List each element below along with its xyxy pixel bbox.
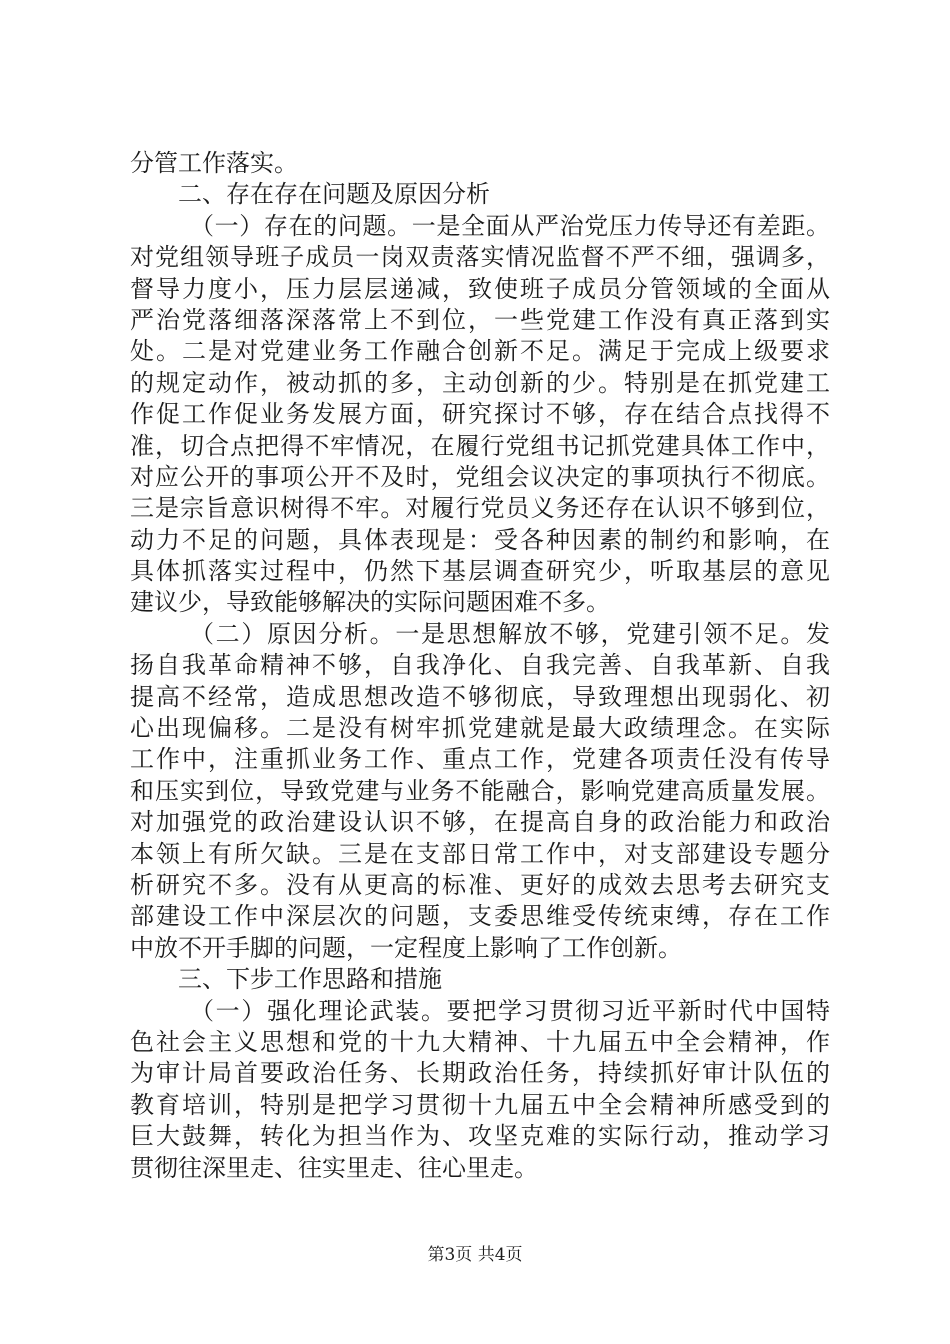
paragraph-line: 部建设工作中深层次的问题，支委思维受传统束缚，存在工作 [130, 902, 830, 931]
paragraph-line: 色社会主义思想和党的十九大精神、十九届五中全会精神，作 [130, 1027, 830, 1056]
paragraph-line: 动力不足的问题，具体表现是：受各种因素的制约和影响，在 [130, 525, 830, 554]
paragraph-line-heading: （一）强化理论武装。要把学习贯彻习近平新时代中国特 [190, 996, 830, 1025]
paragraph-line: 和压实到位，导致党建与业务不能融合，影响党建高质量发展。 [130, 776, 830, 805]
paragraph-line: 为审计局首要政治任务、长期政治任务，持续抓好审计队伍的 [130, 1059, 830, 1088]
paragraph-line: 对加强党的政治建设认识不够，在提高自身的政治能力和政治 [130, 808, 830, 837]
paragraph-line: 中放不开手脚的问题，一定程度上影响了工作创新。 [130, 933, 682, 962]
paragraph-line: 严治党落细落深落常上不到位，一些党建工作没有真正落到实 [130, 305, 830, 334]
page-number-footer: 第3页 共4页 [427, 1245, 523, 1265]
paragraph-line-heading: （二）原因分析。一是思想解放不够，党建引领不足。发 [190, 619, 830, 648]
paragraph-line: 三是宗旨意识树得不牢。对履行党员义务还存在认识不够到位， [130, 494, 830, 523]
paragraph-line: 的规定动作，被动抓的多，主动创新的少。特别是在抓党建工 [130, 368, 830, 397]
paragraph-line: 提高不经常，造成思想改造不够彻底，导致理想出现弱化、初 [130, 682, 830, 711]
paragraph-line: 心出现偏移。二是没有树牢抓党建就是最大政绩理念。在实际 [130, 714, 830, 743]
paragraph-line: 对党组领导班子成员一岗双责落实情况监督不严不细，强调多， [130, 243, 830, 272]
paragraph-line-heading: 三、下步工作思路和措施 [178, 965, 442, 994]
paragraph-line: 分管工作落实。 [130, 149, 298, 177]
paragraph-line: 督导力度小，压力层层递减，致使班子成员分管领域的全面从 [130, 274, 830, 303]
paragraph-line: 作促工作促业务发展方面，研究探讨不够，存在结合点找得不 [130, 400, 830, 429]
paragraph-line: 析研究不多。没有从更高的标准、更好的成效去思考去研究支 [130, 870, 830, 899]
paragraph-line: 工作中，注重抓业务工作、重点工作，党建各项责任没有传导 [130, 745, 830, 774]
paragraph-line: 处。二是对党建业务工作融合创新不足。满足于完成上级要求 [130, 337, 830, 366]
paragraph-line: 贯彻往深里走、往实里走、往心里走。 [130, 1153, 538, 1182]
paragraph-line: 建议少，导致能够解决的实际问题困难不多。 [130, 588, 610, 617]
paragraph-line: 本领上有所欠缺。三是在支部日常工作中，对支部建设专题分 [130, 839, 830, 868]
paragraph-line: 具体抓落实过程中，仍然下基层调查研究少，听取基层的意见 [130, 557, 830, 586]
paragraph-line-heading: （一）存在的问题。一是全面从严治党压力传导还有差距。 [190, 211, 830, 240]
paragraph-line-heading: 二、存在存在问题及原因分析 [178, 180, 490, 209]
paragraph-line: 对应公开的事项公开不及时，党组会议决定的事项执行不彻底。 [130, 462, 830, 491]
paragraph-line: 巨大鼓舞，转化为担当作为、攻坚克难的实际行动，推动学习 [130, 1122, 830, 1151]
paragraph-line: 教育培训，特别是把学习贯彻十九届五中全会精神所感受到的 [130, 1090, 830, 1119]
paragraph-line: 准，切合点把得不牢情况，在履行党组书记抓党建具体工作中， [130, 431, 830, 460]
paragraph-line: 扬自我革命精神不够，自我净化、自我完善、自我革新、自我 [130, 651, 830, 680]
document-body [130, 148, 830, 1184]
